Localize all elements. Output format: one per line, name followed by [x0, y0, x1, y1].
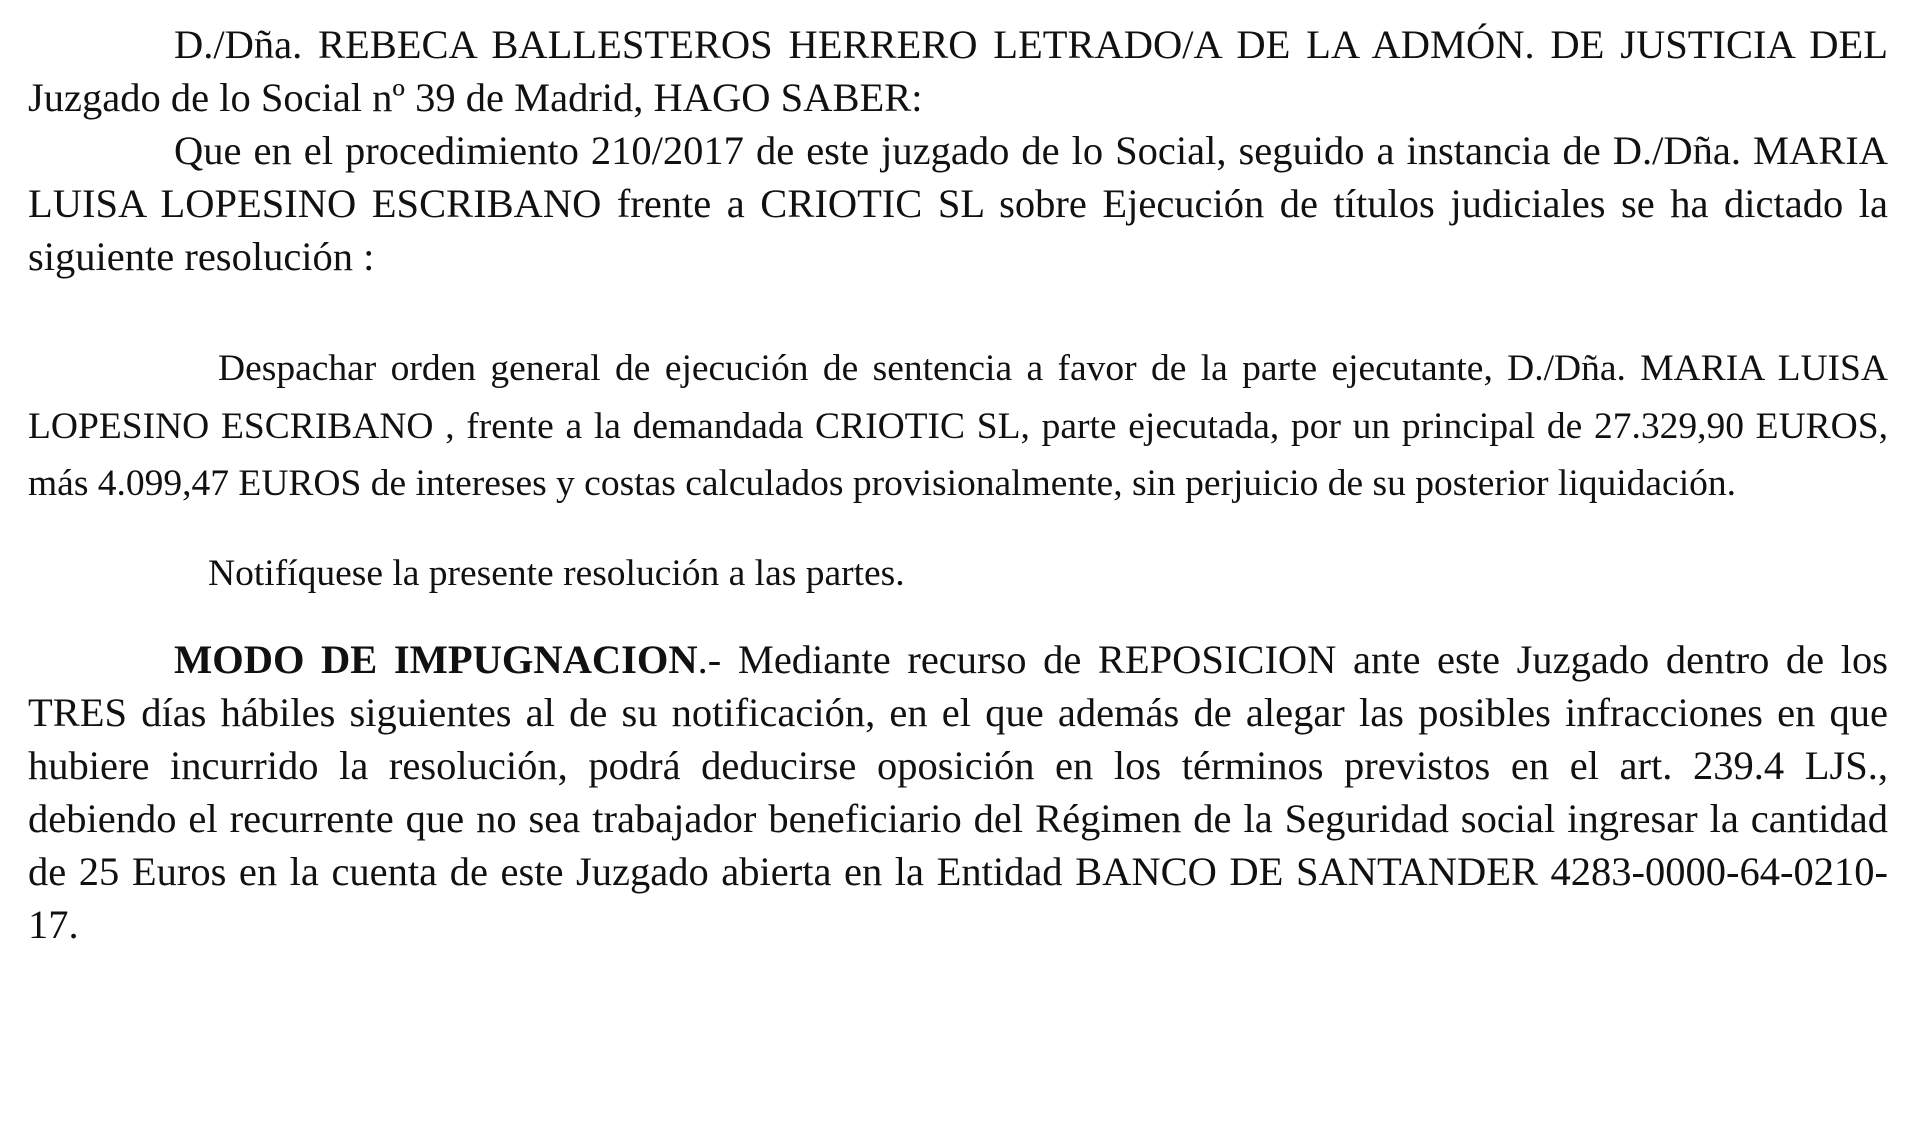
notification-paragraph: Notifíquese la presente resolución a las partes.	[208, 552, 905, 594]
header-paragraph: D./Dña. REBECA BALLESTEROS HERRERO LETRADO/A DE LA ADMÓN. DE JUSTICIA DEL Juzgado de lo Social nº 39 de Madrid, HAGO SABER:	[28, 22, 1888, 120]
impugnation-heading: MODO DE IMPUGNACION	[174, 636, 698, 682]
impugnation-text: .- Mediante recurso de REPOSICION ante este Juzgado dentro de los TRES días hábiles siguientes al de su notificación, en el que además de alegar las posibles infracciones en que hubiere incurrido la resolución, podrá deducirse oposición en los términos previstos en el art. 239.4 LJS., debiendo el recurrente que no sea trabajador beneficiario del Régimen de la Seguridad social ingresar la cantidad de 25 Euros en la cuenta de este Juzgado abierta en la Entidad BANCO DE SANTANDER 4283-0000-64-0210-17.	[28, 636, 1888, 947]
document-page	[28, 18, 1888, 951]
order-paragraph: Despachar orden general de ejecución de sentencia a favor de la parte ejecutante, D./Dña. MARIA LUISA LOPESINO ESCRIBANO , frente a la demandada CRIOTIC SL, parte ejecutada, por un principal de 27.329,90 EUROS, más 4.099,47 EUROS de intereses y costas calculados provisionalmente, sin perjuicio de su posterior liquidación.	[28, 348, 1888, 504]
intro-paragraph: Que en el procedimiento 210/2017 de este juzgado de lo Social, seguido a instancia de D./Dña. MARIA LUISA LOPESINO ESCRIBANO frente a CRIOTIC SL sobre Ejecución de títulos judiciales se ha dictado la siguiente resolución :	[28, 128, 1888, 279]
impugnation-paragraph	[28, 633, 1888, 951]
